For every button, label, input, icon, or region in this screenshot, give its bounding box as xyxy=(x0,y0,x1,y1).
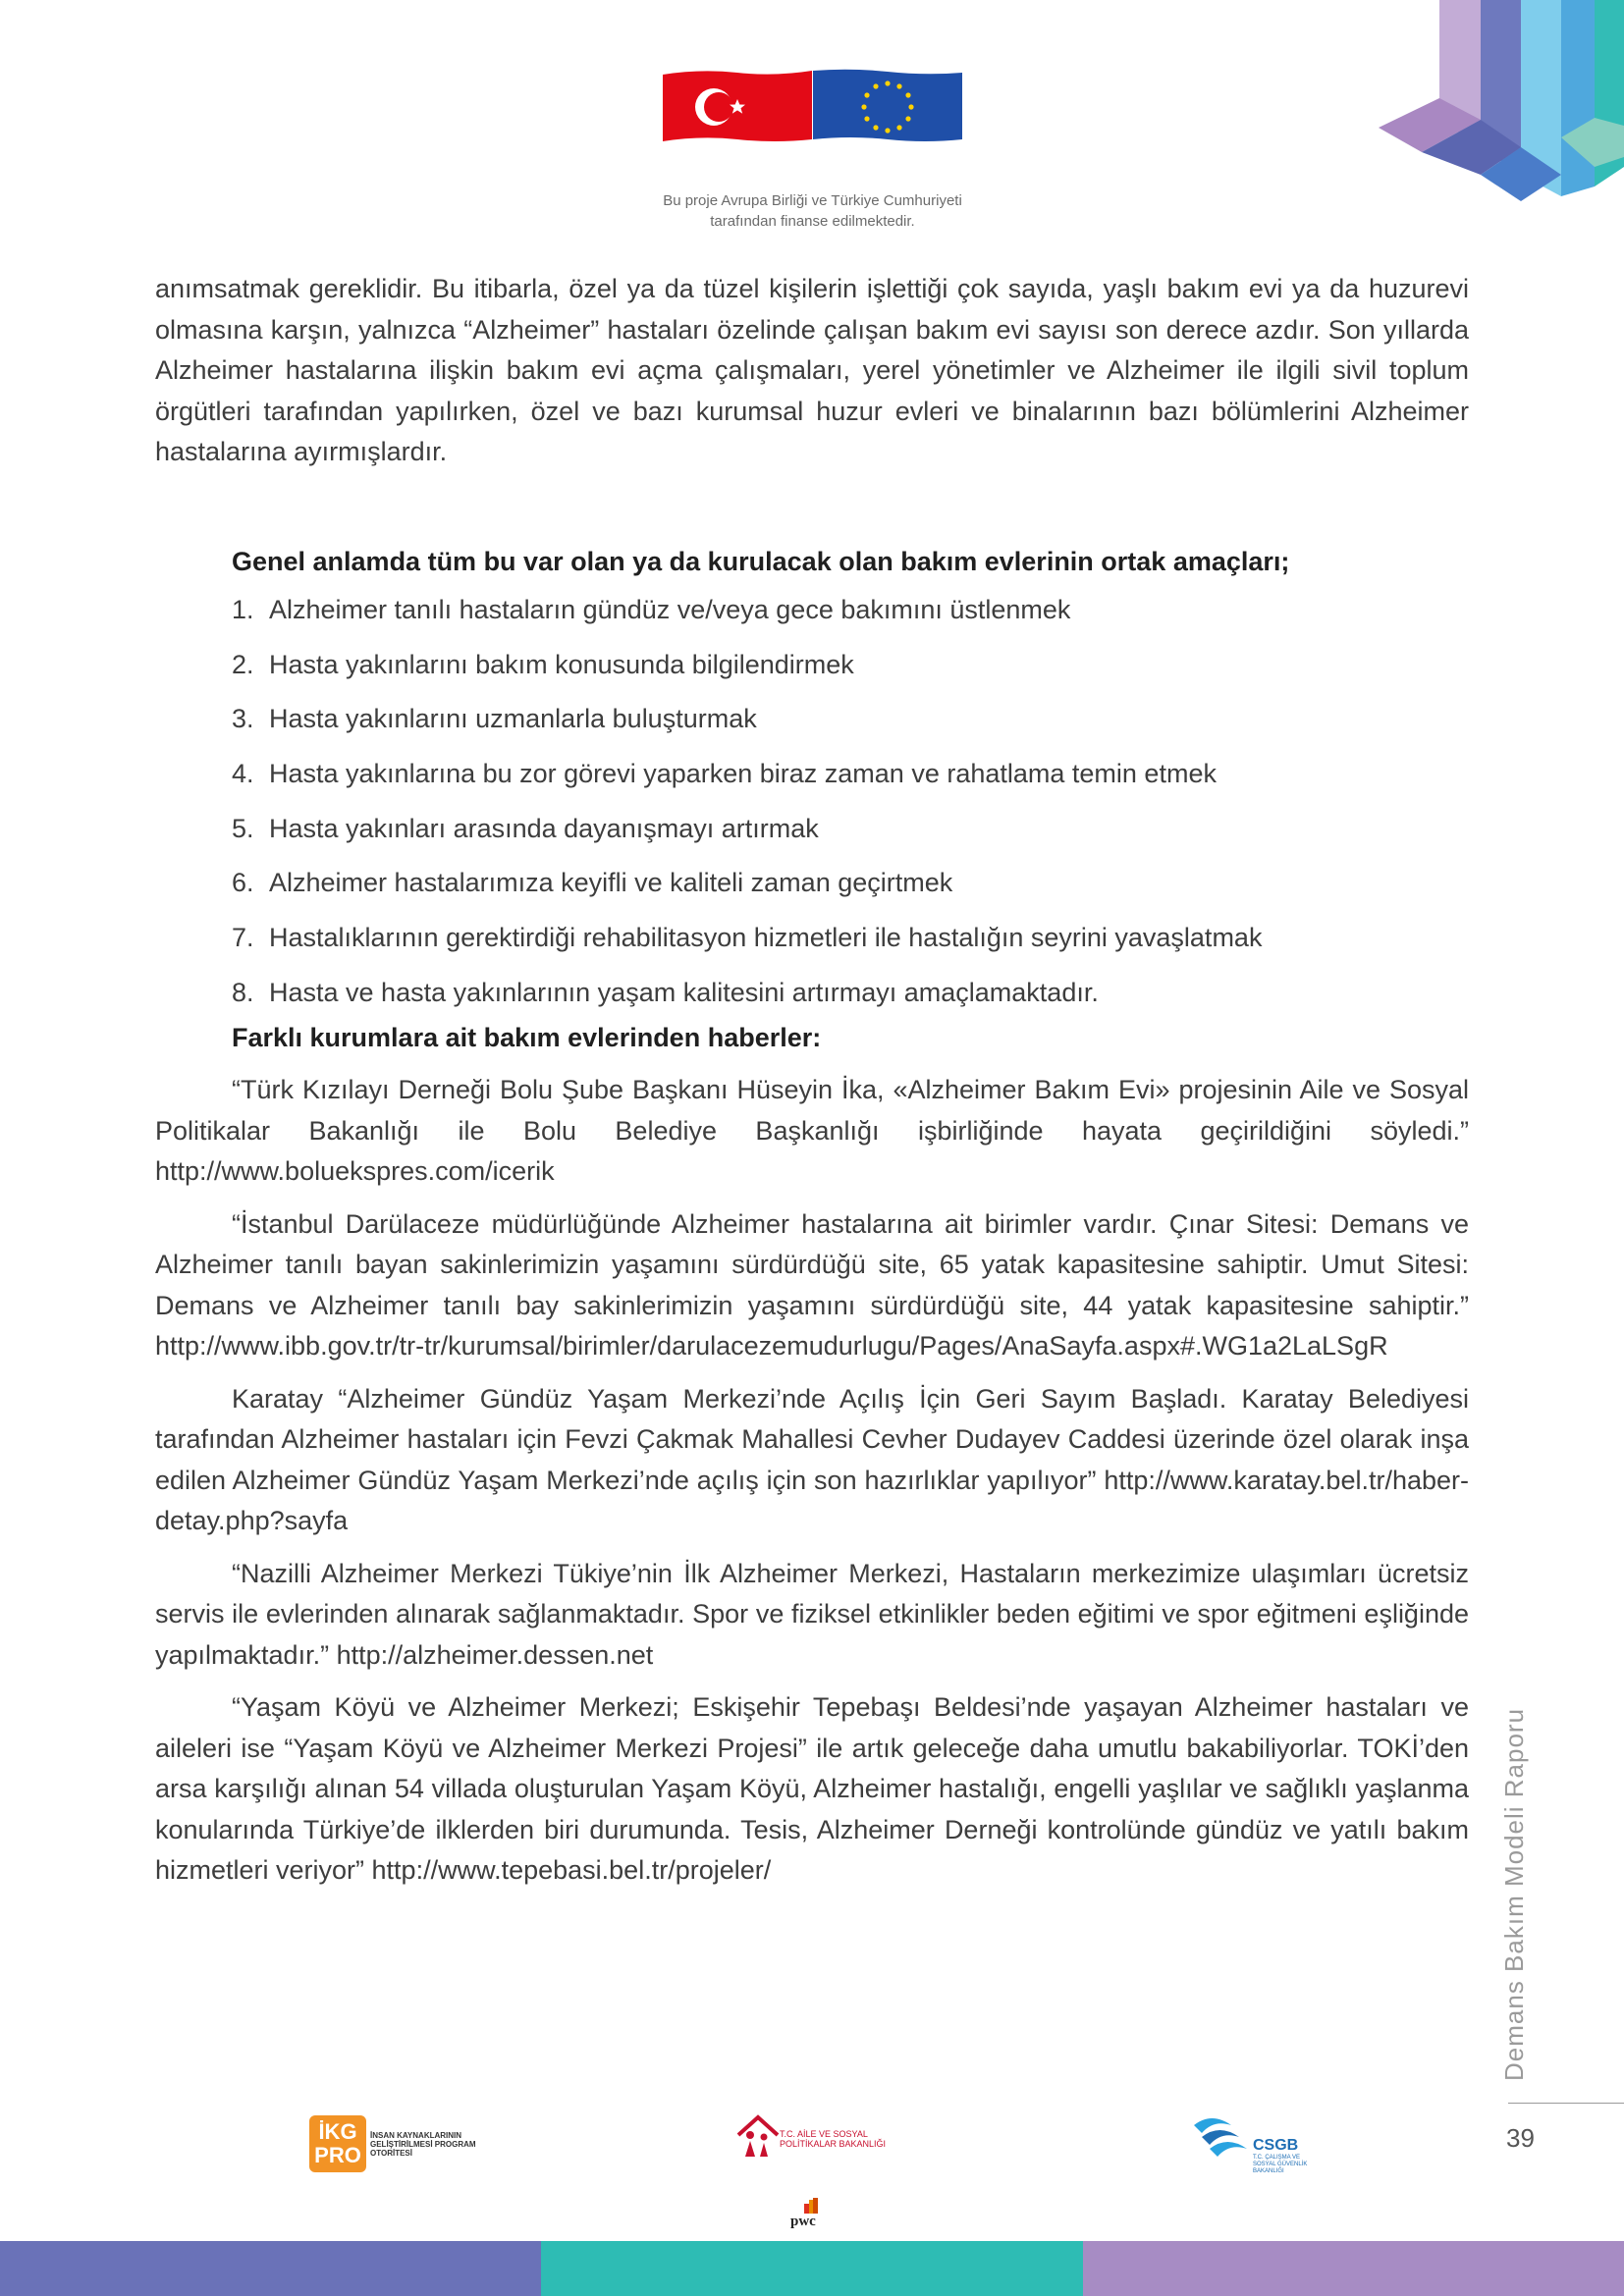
list-item: 6. Alzheimer hastalarımıza keyifli ve kaliteli zaman geçirtmek xyxy=(232,868,953,898)
page-content xyxy=(155,269,1469,1892)
corner-decoration xyxy=(1379,0,1624,236)
flags-graphic xyxy=(663,69,962,143)
news-heading: Farklı kurumlara ait bakım evlerinden haberler: xyxy=(232,1022,822,1052)
report-title-vertical: Demans Bakım Modeli Raporu xyxy=(1499,1707,1529,2081)
intro-paragraph: anımsatmak gereklidir. Bu itibarla, özel ya da tüzel kişilerin işlettiği çok sayıda, yaşlı bakım evi ya da huzurevi olmasına karşın, yalnızca “Alzheimer” hastaları özelinde çalışan bakım evi sayısı son derece azdır. Son yıllarda Alzheimer hastalarına ilişkin bakım evi açma çalışmaları, yerel yönetimler ve Alzheimer ile ilgili sivil toplum örgütleri tarafından yapılırken, özel ve bazı kurumsal huzur evleri ve binalarının bazı bölümlerini Alzheimer hastalarına ayırmışlardır. xyxy=(155,274,1469,466)
news-item-bolu: “Türk Kızılayı Derneği Bolu Şube Başkanı Hüseyin İka, «Alzheimer Bakım Evi» projesinin Aile ve Sosyal Politikalar Bakanlığı ile Bolu Belediye Başkanlığı işbirliğinde hayata geçirildiğini söyledi.” http://www.boluekspres.com/icerik xyxy=(155,1075,1469,1186)
list-item: 2. Hasta yakınlarını bakım konusunda bilgilendirmek xyxy=(232,649,854,679)
csgb-mark-icon xyxy=(1188,2115,1253,2159)
aims-list xyxy=(155,590,1469,1028)
csgb-text: CSGB xyxy=(1253,2137,1299,2154)
bottom-color-bar xyxy=(0,2241,1624,2296)
list-item: 3. Hasta yakınlarını uzmanlarla buluşturmak xyxy=(232,704,757,734)
flag-caption-line2: tarafından finanse edilmektedir. xyxy=(710,213,915,230)
news-item-karatay: Karatay “Alzheimer Gündüz Yaşam Merkezi’nde Açılış İçin Geri Sayım Başladı. Karatay Belediyesi tarafından Alzheimer hastaları için Fevzi Çakmak Mahallesi Cevher Dudayev Caddesi üzerinde özel olarak inşa edilen Alzheimer Gündüz Yaşam Merkezi’nde açılış için son hazırlıklar yapılıyor” http://www.karatay.bel.tr/haber-detay.php?sayfa xyxy=(155,1383,1469,1535)
aile-bakanligi-text: T.C. AİLE VE SOSYAL POLİTİKALAR BAKANLIĞI xyxy=(780,2129,887,2149)
pwc-logo xyxy=(790,2198,820,2229)
ikg-pro-text: İNSAN KAYNAKLARININ GELİŞTİRİLMESİ PROGRAM OTORİTESİ xyxy=(370,2131,476,2158)
bottom-bar-middle xyxy=(541,2241,1082,2296)
flag-caption-line1: Bu proje Avrupa Birliği ve Türkiye Cumhuriyeti xyxy=(663,192,962,209)
list-item: 5. Hasta yakınları arasında dayanışmayı artırmak xyxy=(232,813,819,843)
list-item: 8. Hasta ve hasta yakınlarının yaşam kalitesini artırmayı amaçlamaktadır. xyxy=(232,977,1099,1007)
list-item: 1. Alzheimer tanılı hastaların gündüz ve/veya gece bakımını üstlenmek xyxy=(232,595,1071,624)
side-divider xyxy=(1508,2103,1624,2104)
list-item: 4. Hasta yakınlarına bu zor görevi yaparken biraz zaman ve rahatlama temin etmek xyxy=(232,759,1217,789)
news-item-eskisehir: “Yaşam Köyü ve Alzheimer Merkezi; Eskişehir Tepebaşı Beldesi’nde yaşayan Alzheimer hastaları ve aileleri ise “Yaşam Köyü ve Alzheimer Merkezi Projesi” ile artık geleceğe daha umutlu bakabiliyorlar. TOKİ’den arsa karşılığı alınan 54 villada oluşturulan Yaşam Köyü, Alzheimer hastalığı, engelli yaşlılar ve sağlıklı yaşlanma konularında Türkiye’de ilklerden biri durumunda. Tesis, Alzheimer Derneği kontrolünde gündüz ve yatılı bakım hizmetleri veriyor” http://www.tepebasi.bel.tr/projeler/ xyxy=(155,1692,1469,1885)
pwc-text: pwc xyxy=(790,2214,816,2229)
csgb-subtext: T.C. ÇALIŞMA VE SOSYAL GÜVENLİK BAKANLIĞI xyxy=(1253,2155,1308,2174)
family-house-icon xyxy=(736,2113,780,2163)
news-item-istanbul: “İstanbul Darülaceze müdürlüğünde Alzheimer hastalarına ait birimler vardır. Çınar Sitesi: Demans ve Alzheimer tanılı bayan sakinlerimizin yaşamını sürdürdüğü site, 65 yatak kapasitesine sahiptir. Umut Sitesi: Demans ve Alzheimer tanılı bay sakinlerimizin yaşamını sürdürdüğü site, 44 yatak kapasitesine sahiptir.” http://www.ibb.gov.tr/tr-tr/kurumsal/birimler/darulacezemudurlugu/Pages/AnaSayfa.aspx#.WG1a2LaLSgR xyxy=(155,1208,1469,1361)
csgb-logo xyxy=(1188,2115,1308,2174)
aims-heading: Genel anlamda tüm bu var olan ya da kurulacak olan bakım evlerinin ortak amaçları; xyxy=(232,546,1290,576)
ikg-pro-logo xyxy=(309,2115,478,2172)
bottom-bar-left xyxy=(0,2241,541,2296)
page-number: 39 xyxy=(1506,2123,1535,2153)
news-item-nazilli: “Nazilli Alzheimer Merkezi Tükiye’nin İlk Alzheimer Merkezi, Hastaların merkezimize ulaşımları ücretsiz servis ile evlerinden alınarak sağlanmaktadır. Spor ve fiziksel etkinlikler beden eğitimi ve spor eğitmeni eşliğinde yapılmaktadır.” http://alzheimer.dessen.net xyxy=(155,1558,1469,1670)
aile-bakanligi-logo xyxy=(736,2113,887,2167)
bottom-bar-right xyxy=(1083,2241,1624,2296)
flag-caption xyxy=(628,190,997,232)
list-item: 7. Hastalıklarının gerektirdiği rehabilitasyon hizmetleri ile hastalığın seyrini yavaşlatmak xyxy=(232,923,1263,953)
ikg-pro-mark: İKG PRO xyxy=(309,2115,366,2172)
partner-flags xyxy=(663,69,962,143)
pwc-mark-icon xyxy=(790,2198,820,2214)
